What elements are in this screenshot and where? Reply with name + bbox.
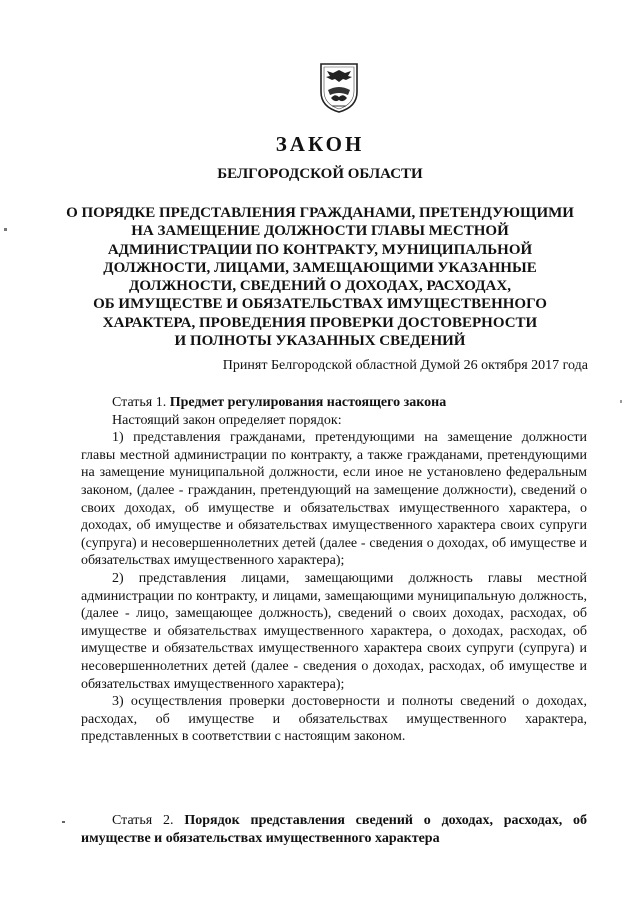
scan-mark [620, 400, 622, 403]
article-1-intro: Настоящий закон определяет порядок: [112, 412, 342, 428]
subject-line: О ПОРЯДКЕ ПРЕДСТАВЛЕНИЯ ГРАЖДАНАМИ, ПРЕТЕНДУЮЩИМИ [66, 205, 574, 221]
law-subject [0, 204, 640, 350]
article-1-label: Статья 1. [112, 395, 170, 410]
subject-line: ОБ ИМУЩЕСТВЕ И ОБЯЗАТЕЛЬСТВАХ ИМУЩЕСТВЕННОГО [93, 296, 547, 313]
scan-mark [62, 821, 65, 823]
article-2-title: Порядок представления сведений о доходах, расходах, об имуществе и обязательствах имущественного характера [81, 813, 587, 846]
law-title: ЗАКОН [275, 132, 365, 156]
subject-line: ХАРАКТЕРА, ПРОВЕДЕНИЯ ПРОВЕРКИ ДОСТОВЕРНОСТИ [102, 314, 538, 331]
subject-line: АДМИНИСТРАЦИИ ПО КОНТРАКТУ, МУНИЦИПАЛЬНОЙ [107, 241, 533, 258]
scan-mark [4, 228, 7, 231]
article-1-item-1: 1) представления гражданами, претендующими на замещение должности главы местной администрации по контракту, а также гражданами, претендующими на замещение муниципальной должности, если иное не установлено федеральным законом, (далее - гражданин, претендующий на замещение должности), сведений о своих доходах, об имуществе и обязательствах имущественного характера, о доходах, об имуществе и обязательствах имущественного характера своих супруги (супруга) и несовершеннолетних детей (далее - сведения о доходах, об имуществе и обязательствах имущественного характера); [81, 430, 587, 569]
subject-line: НА ЗАМЕЩЕНИЕ ДОЛЖНОСТИ ГЛАВЫ МЕСТНОЙ [131, 223, 509, 240]
region-title: БЕЛГОРОДСКОЙ ОБЛАСТИ [217, 166, 423, 182]
article-1-item-2: 2) представления лицами, замещающими должность главы местной администрации по контракту, и лицами, замещающими муниципальную должность, (далее - лицо, замещающее должность), сведений о своих доходах, расходах, об имуществе и обязательствах имущественного характера, о доходах, расходах, об имуществе и обязательствах имущественного характера своих супруги (супруга) и несовершеннолетних детей (далее - сведения о доходах, расходах, об имуществе и обязательствах имущественного характера); [81, 570, 587, 692]
article-1 [81, 394, 587, 746]
article-2-heading [81, 812, 587, 847]
subject-line: ДОЛЖНОСТИ, ЛИЦАМИ, ЗАМЕЩАЮЩИМИ УКАЗАННЫЕ [103, 259, 537, 276]
article-2-label: Статья 2. [112, 813, 185, 828]
adoption-note: Принят Белгородской областной Думой 26 октября 2017 года [222, 358, 588, 373]
article-1-item-3: 3) осуществления проверки достоверности и полноты сведений о доходах, расходах, об имуществе и обязательствах имущественного характера, представленных в соответствии с настоящим законом. [81, 694, 587, 745]
article-1-heading [81, 394, 587, 412]
subject-line: И ПОЛНОТЫ УКАЗАННЫХ СВЕДЕНИЙ [174, 333, 466, 350]
article-1-title: Предмет регулирования настоящего закона [169, 395, 447, 410]
subject-line: ДОЛЖНОСТИ, СВЕДЕНИЙ О ДОХОДАХ, РАСХОДАХ, [129, 278, 511, 295]
coat-of-arms-icon [318, 60, 360, 114]
